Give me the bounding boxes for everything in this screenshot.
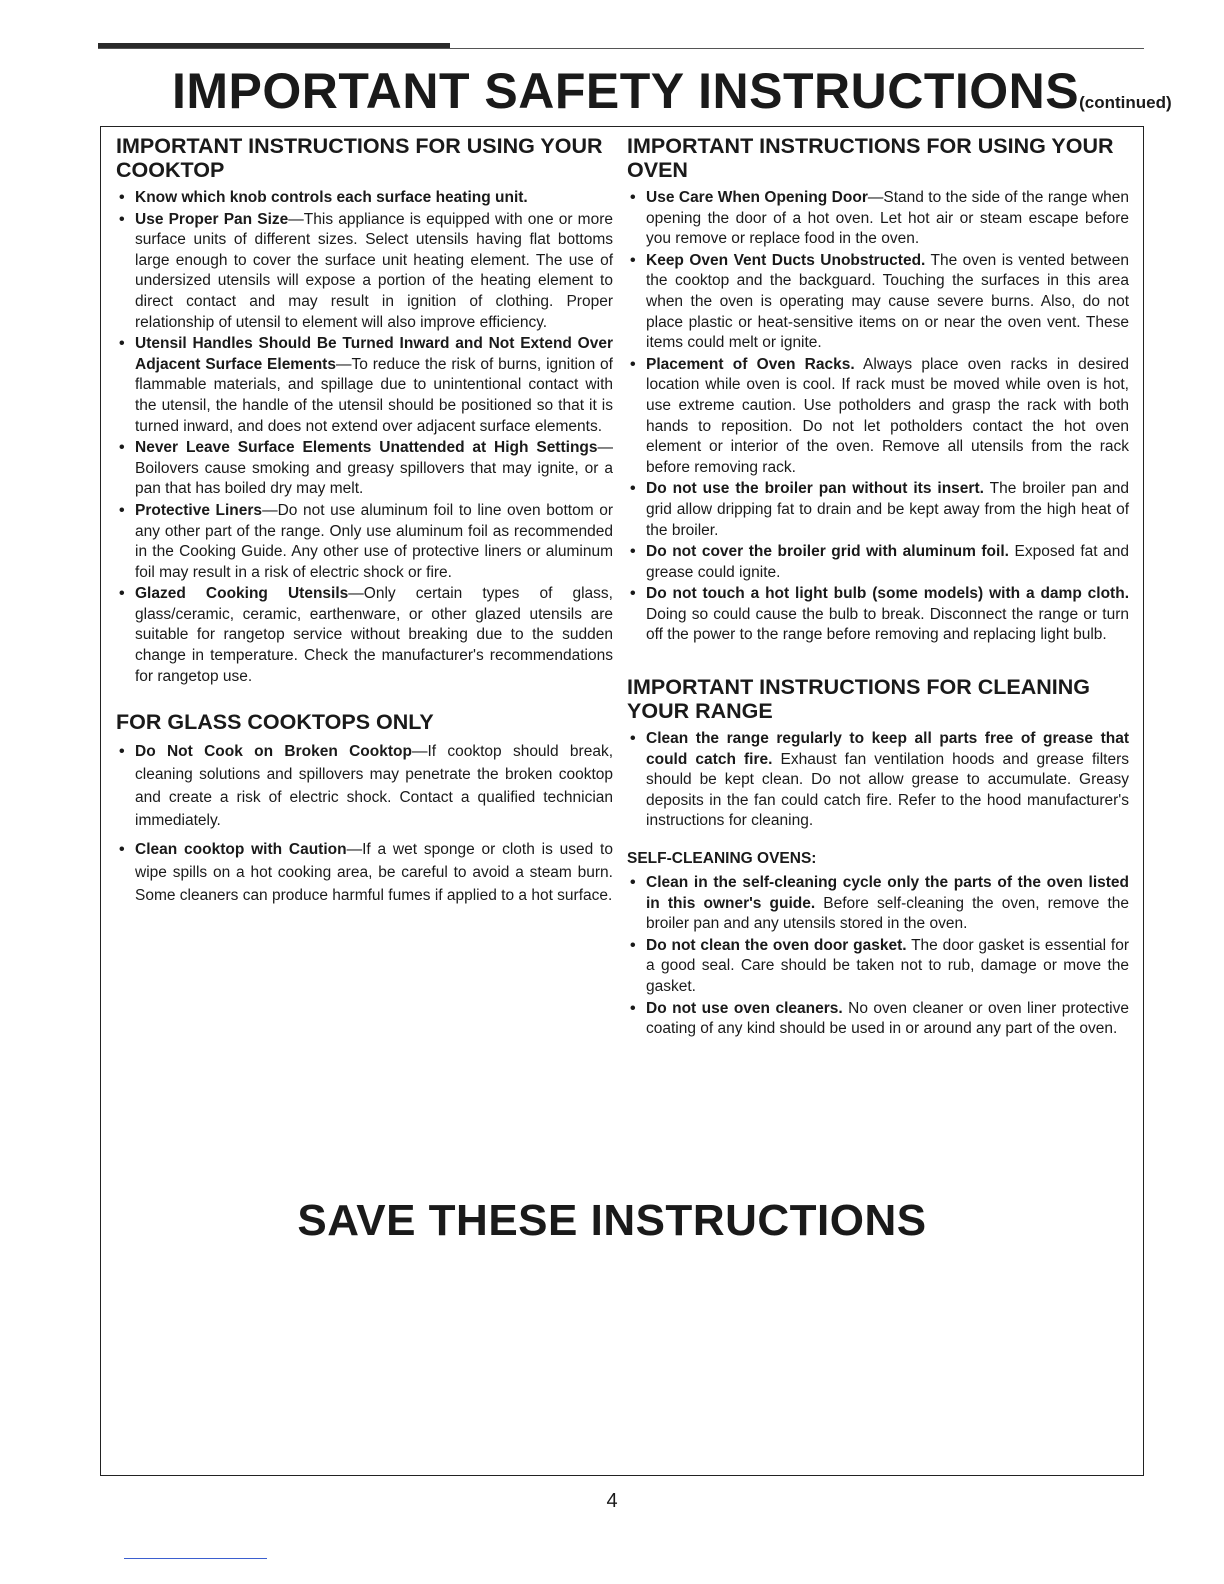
list-item: • Do not touch a hot light bulb (some models) with a damp cloth. Doing so could cause the bulb to break. Disconnect the range or turn off the power to the range before removing and replacing light bulb.: [627, 584, 1129, 646]
list-item: • Protective Liners—Do not use aluminum foil to line oven bottom or any other part of the range. Only use aluminum foil as recommended in the Cooking Guide. Any other use of protective liners or aluminum foil may result in a risk of electric shock or fire.: [116, 501, 613, 583]
glass-cooktops-heading: FOR GLASS COOKTOPS ONLY: [116, 710, 434, 735]
cleaning-list: [627, 729, 1129, 832]
oven-heading: IMPORTANT INSTRUCTIONS FOR USING YOUR OVEN: [627, 134, 1114, 182]
list-item: • Know which knob controls each surface heating unit.: [116, 188, 613, 209]
self-cleaning-list: [627, 873, 1129, 1040]
list-item: • Keep Oven Vent Ducts Unobstructed. The oven is vented between the cooktop and the backguard. Touching the surfaces in this area when the oven is operating may cause severe burns. Also, do not place plastic or heat-sensitive items on or near the oven vent. These items could melt or ignite.: [627, 251, 1129, 354]
page-title: [172, 62, 1172, 120]
list-item: • Never Leave Surface Elements Unattended at High Settings—Boilovers cause smoking and greasy spillovers that may ignite, or a pan that has boiled dry may melt.: [116, 438, 613, 500]
bottom-rule: [124, 1558, 267, 1559]
list-item: • Utensil Handles Should Be Turned Inward and Not Extend Over Adjacent Surface Elements—To reduce the risk of burns, ignition of flammable materials, and spillage due to unintentional contact with the utensil, the handle of the utensil should be positioned so that it is turned inward, and does not extend over adjacent surface elements.: [116, 334, 613, 437]
oven-list: [627, 188, 1129, 646]
right-column: [627, 134, 1129, 1041]
header-rule-thin: [98, 48, 1144, 49]
list-item: • Do Not Cook on Broken Cooktop—If cooktop should break, cleaning solutions and spillovers may penetrate the broken cooktop and create a risk of electric shock. Contact a qualified technician immediately.: [116, 740, 613, 832]
list-item: • Do not clean the oven door gasket. The door gasket is essential for a good seal. Care should be taken not to rub, damage or move the gasket.: [627, 936, 1129, 998]
list-item: • Do not cover the broiler grid with aluminum foil. Exposed fat and grease could ignite.: [627, 542, 1129, 583]
list-item: • Use Care When Opening Door—Stand to the side of the range when opening the door of a hot oven. Let hot air or steam escape before you remove or replace food in the oven.: [627, 188, 1129, 250]
left-column: [116, 134, 613, 913]
list-item: • Do not use oven cleaners. No oven cleaner or oven liner protective coating of any kind should be used in or around any part of the oven.: [627, 999, 1129, 1040]
cooktop-list: [116, 188, 613, 687]
save-instructions-banner: SAVE THESE INSTRUCTIONS: [297, 1196, 927, 1245]
list-item: • Glazed Cooking Utensils—Only certain types of glass, glass/ceramic, ceramic, earthenware, or other glazed utensils are suitable for rangetop service without breaking due to the sudden change in temperature. Check the manufacturer's recommendations for rangetop use.: [116, 584, 613, 687]
page-number: 4: [606, 1490, 618, 1512]
page-title-text: IMPORTANT SAFETY INSTRUCTIONS: [172, 63, 1080, 119]
page-title-suffix: (continued): [1079, 93, 1172, 112]
list-item: • Clean in the self-cleaning cycle only the parts of the oven listed in this owner's guide. Before self-cleaning the oven, remove the broiler pan and any utensils stored in the oven.: [627, 873, 1129, 935]
list-item: • Use Proper Pan Size—This appliance is equipped with one or more surface units of different sizes. Select utensils having flat bottoms large enough to cover the surface unit heating element. The use of undersized utensils will expose a portion of the heating element to direct contact and may result in ignition of clothing. Proper relationship of utensil to element will also improve efficiency.: [116, 210, 613, 334]
cooktop-heading: IMPORTANT INSTRUCTIONS FOR USING YOUR COOKTOP: [116, 134, 603, 182]
list-item: • Clean the range regularly to keep all parts free of grease that could catch fire. Exhaust fan ventilation hoods and grease filters should be kept clean. Do not allow grease to accumulate. Greasy deposits in the fan could catch fire. Refer to the hood manufacturer's instructions for cleaning.: [627, 729, 1129, 832]
cleaning-heading: IMPORTANT INSTRUCTIONS FOR CLEANING YOUR RANGE: [627, 675, 1091, 724]
list-item: • Clean cooktop with Caution—If a wet sponge or cloth is used to wipe spills on a hot cooking area, be careful to avoid a steam burn. Some cleaners can produce harmful fumes if applied to a hot surface.: [116, 838, 613, 907]
self-cleaning-heading: SELF-CLEANING OVENS:: [627, 850, 817, 868]
glass-cooktops-list: [116, 740, 613, 907]
list-item: • Placement of Oven Racks. Always place oven racks in desired location while oven is cool. If rack must be moved while oven is hot, use extreme caution. Use potholders and grasp the rack with both hands to reposition. Do not let potholders contact the hot oven element or interior of the oven. Remove all utensils from the rack before removing rack.: [627, 355, 1129, 479]
list-item: • Do not use the broiler pan without its insert. The broiler pan and grid allow dripping fat to drain and be kept away from the high heat of the broiler.: [627, 479, 1129, 541]
